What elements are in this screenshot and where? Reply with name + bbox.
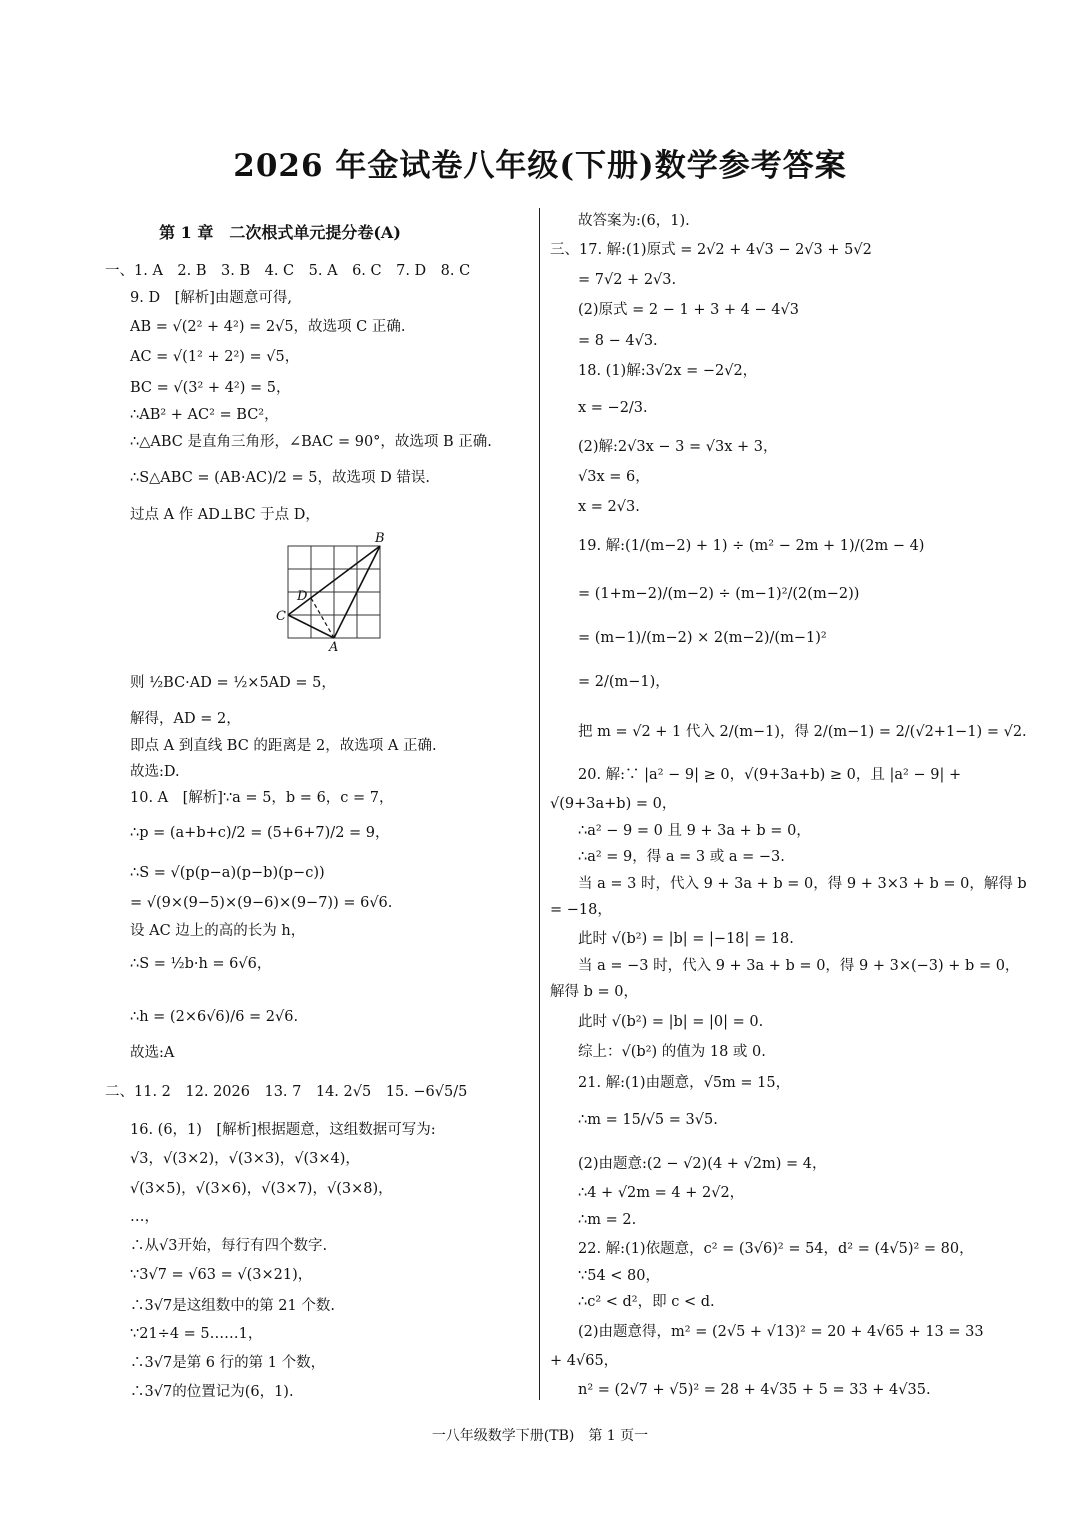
answer-line: = 2/(m−1)， — [578, 674, 670, 690]
answer-line: = 8 − 4√3. — [578, 333, 658, 349]
answer-line: 则 ½BC·AD = ½×5AD = 5， — [130, 675, 336, 691]
answer-line: ∴3√7是这组数中的第 21 个数. — [130, 1298, 335, 1314]
answer-line: 综上：√(b²) 的值为 18 或 0. — [578, 1044, 766, 1060]
chapter-subtitle: 第 1 章 二次根式单元提分卷(A) — [159, 223, 401, 242]
answer-line: 此时 √(b²) = |b| = |−18| = 18. — [578, 931, 794, 947]
answer-line: 18. (1)解:3√2x = −2√2， — [578, 363, 758, 379]
answer-line: ∴m = 2. — [578, 1212, 637, 1228]
answer-line: 22. 解:(1)依题意，c² = (3√6)² = 54，d² = (4√5)² = 80， — [578, 1241, 974, 1257]
answer-line: (2)解:2√3x − 3 = √3x + 3， — [578, 439, 778, 455]
answer-line: √(9+3a+b) = 0， — [550, 796, 677, 812]
answer-line: √3，√(3×2)，√(3×3)，√(3×4)， — [130, 1151, 360, 1167]
answer-line: 二、11. 2 12. 2026 13. 7 14. 2√5 15. −6√5/5 — [105, 1084, 468, 1100]
column-divider — [539, 208, 540, 1400]
answer-line: 三、17. 解:(1)原式 = 2√2 + 4√3 − 2√3 + 5√2 — [550, 242, 872, 258]
answer-line: ∴AB² + AC² = BC²， — [130, 407, 279, 423]
label-c: C — [276, 609, 286, 624]
answer-line: ∴a² = 9，得 a = 3 或 a = −3. — [578, 849, 785, 865]
answer-line: x = −2/3. — [578, 400, 648, 416]
answer-line: ∴h = (2×6√6)/6 = 2√6. — [130, 1009, 299, 1025]
answer-line: 16. (6，1) [解析]根据题意，这组数据可写为: — [130, 1122, 436, 1138]
answer-line: ∴p = (a+b+c)/2 = (5+6+7)/2 = 9， — [130, 825, 390, 841]
answer-line: = −18， — [550, 902, 612, 918]
answer-line: (2)由题意:(2 − √2)(4 + √2m) = 4， — [578, 1156, 827, 1172]
answer-line: = 7√2 + 2√3. — [578, 272, 677, 288]
answer-line: ∴从√3开始，每行有四个数字. — [130, 1238, 328, 1254]
answer-line: 解得，AD = 2， — [130, 711, 241, 727]
answer-line: x = 2√3. — [578, 499, 640, 515]
label-b: B — [375, 531, 385, 546]
answer-line: AC = √(1² + 2²) = √5， — [130, 349, 300, 365]
answer-line: = (m−1)/(m−2) × 2(m−2)/(m−1)² — [578, 630, 827, 646]
answer-line: + 4√65， — [550, 1353, 619, 1369]
answer-line: 19. 解:(1/(m−2) + 1) ÷ (m² − 2m + 1)/(2m − 4) — [578, 538, 925, 554]
answer-line: √3x = 6， — [578, 469, 650, 485]
answer-line: ∴△ABC 是直角三角形，∠BAC = 90°，故选项 B 正确. — [130, 434, 492, 450]
answer-line: ∴S = ½b·h = 6√6， — [130, 956, 272, 972]
label-a: A — [329, 640, 339, 653]
label-d: D — [297, 589, 308, 604]
answer-line: 21. 解:(1)由题意，√5m = 15， — [578, 1075, 791, 1091]
answer-line: ∵3√7 = √63 = √(3×21)， — [130, 1267, 313, 1283]
answer-line: 9. D [解析]由题意可得, — [130, 290, 292, 306]
answer-line: = (1+m−2)/(m−2) ÷ (m−1)²/(2(m−2)) — [578, 586, 860, 602]
answer-line: ∴S△ABC = (AB·AC)/2 = 5，故选项 D 错误. — [130, 470, 430, 486]
answer-line: 当 a = −3 时，代入 9 + 3a + b = 0，得 9 + 3×(−3) + b = 0， — [578, 958, 1020, 974]
answer-line: 当 a = 3 时，代入 9 + 3a + b = 0，得 9 + 3×3 + b = 0，解得 b — [578, 876, 1027, 892]
answer-line: ∴4 + √2m = 4 + 2√2， — [578, 1185, 745, 1201]
answer-line: ∴c² < d²，即 c < d. — [578, 1294, 715, 1310]
answer-line: n² = (2√7 + √5)² = 28 + 4√35 + 5 = 33 + 4√35. — [578, 1382, 931, 1398]
answer-line: 故选:A — [130, 1045, 175, 1061]
answer-line: 故选:D. — [130, 764, 180, 780]
answer-line: ∴3√7的位置记为(6，1). — [130, 1384, 294, 1400]
answer-line: 此时 √(b²) = |b| = |0| = 0. — [578, 1014, 764, 1030]
answer-line: = √(9×(9−5)×(9−6)×(9−7)) = 6√6. — [130, 895, 393, 911]
answer-line: 过点 A 作 AD⊥BC 于点 D， — [130, 507, 320, 523]
answer-line: √(3×5)，√(3×6)，√(3×7)，√(3×8)， — [130, 1181, 393, 1197]
grid-triangle-figure — [272, 528, 402, 653]
answer-line: ∴S = √(p(p−a)(p−b)(p−c)) — [130, 865, 325, 881]
answer-line: ∴m = 15/√5 = 3√5. — [578, 1112, 718, 1128]
page-footer: 一八年级数学下册(TB) 第 1 页一 — [431, 1428, 649, 1444]
answer-line: …， — [130, 1209, 159, 1225]
answer-line: ∵54 < 80， — [578, 1268, 660, 1284]
answer-line: ∴3√7是第 6 行的第 1 个数， — [130, 1355, 326, 1371]
answer-line: 10. A [解析]∵a = 5，b = 6，c = 7， — [130, 790, 394, 806]
answer-line: ∴a² − 9 = 0 且 9 + 3a + b = 0， — [578, 823, 811, 839]
answer-line: BC = √(3² + 4²) = 5， — [130, 380, 291, 396]
answer-line: (2)由题意得，m² = (2√5 + √13)² = 20 + 4√65 + 13 = 33 — [578, 1324, 984, 1340]
answer-line: 即点 A 到直线 BC 的距离是 2，故选项 A 正确. — [130, 738, 437, 754]
answer-line: 把 m = √2 + 1 代入 2/(m−1)，得 2/(m−1) = 2/(√2+1−1) = √2. — [578, 724, 1027, 740]
answer-line: ∵21÷4 = 5……1， — [130, 1326, 263, 1342]
answer-line: 设 AC 边上的高的长为 h， — [130, 923, 306, 939]
answer-line: 20. 解:∵ |a² − 9| ≥ 0，√(9+3a+b) ≥ 0，且 |a² − 9| + — [578, 767, 962, 783]
answer-line: 故答案为:(6，1). — [578, 213, 690, 229]
page-title: 2026 年金试卷八年级(下册)数学参考答案 — [233, 148, 847, 184]
answer-line: AB = √(2² + 4²) = 2√5，故选项 C 正确. — [130, 319, 406, 335]
answer-line: 一、1. A 2. B 3. B 4. C 5. A 6. C 7. D 8. C — [105, 263, 471, 279]
answer-line: 解得 b = 0， — [550, 984, 638, 1000]
answer-line: (2)原式 = 2 − 1 + 3 + 4 − 4√3 — [578, 302, 799, 318]
